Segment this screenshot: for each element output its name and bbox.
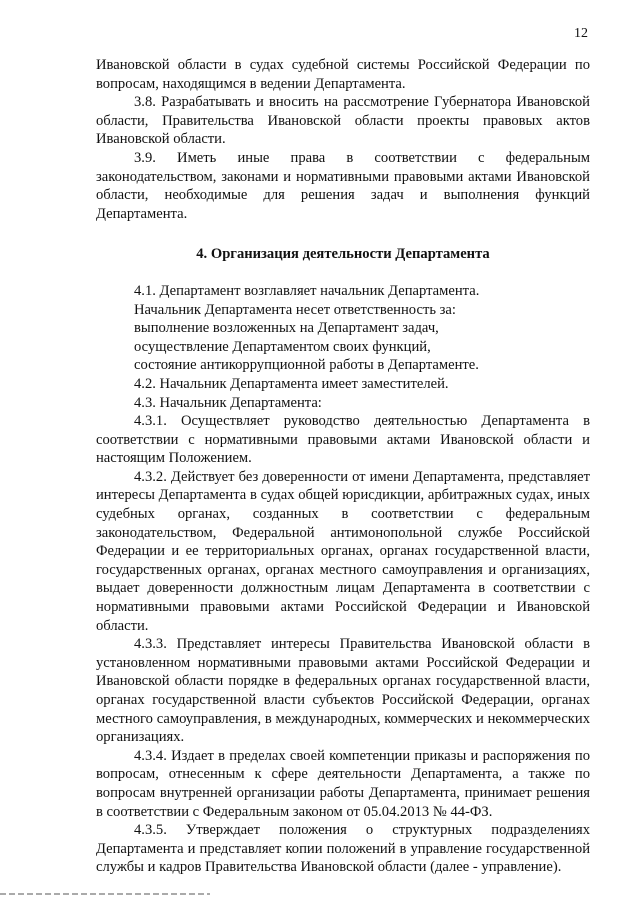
- list-line-functions: осуществление Департаментом своих функций,: [134, 338, 431, 355]
- list-line-tasks: выполнение возложенных на Департамент задач,: [134, 320, 439, 337]
- paragraph-3-8: 3.8. Разрабатывать и вносить на рассмотрение Губернатора Ивановской области, Правительства Ивановской области проекты правовых актов Ивановской области.: [96, 94, 590, 148]
- document-body: [96, 56, 590, 877]
- paragraph-4-3-1: 4.3.1. Осуществляет руководство деятельностью Департамента в соответствии с нормативными правовыми актами Ивановской области и настоящим Положением.: [96, 413, 590, 467]
- list-line-responsibility: Начальник Департамента несет ответственность за:: [134, 301, 456, 318]
- paragraph-4-3-2: 4.3.2. Действует без доверенности от имени Департамента, представляет интересы Департамента в судах общей юрисдикции, арбитражных судах, иных судебных органах, созданных в соответствии с федеральным законодательством, Федеральной антимонопольной службе Российской Федерации и ее территориальных органах, органах государственной власти, государственных органах, органах местного самоуправления и организациях, выдает доверенности должностным лицам Департамента в соответствии с нормативными правовыми актами Российской Федерации и Ивановской области.: [96, 468, 590, 634]
- list-line-anticorruption: состояние антикоррупционной работы в Департаменте.: [134, 357, 479, 374]
- section-heading: 4. Организация деятельности Департамента: [196, 246, 490, 263]
- scan-artifact: [0, 893, 210, 895]
- paragraph-continuation: Ивановской области в судах судебной системы Российской Федерации по вопросам, находящимся в ведении Департамента.: [96, 57, 590, 92]
- list-line-4-1: 4.1. Департамент возглавляет начальник Департамента.: [134, 282, 480, 299]
- paragraph-4-3-3: 4.3.3. Представляет интересы Правительства Ивановской области в установленном нормативными правовыми актами Российской Федерации и Ивановской области порядке в федеральных органах государственной власти, органах государственной власти субъектов Российской Федерации, органах местного самоуправления, в международных, коммерческих и некоммерческих организациях.: [96, 636, 590, 746]
- paragraph-4-3-5: 4.3.5. Утверждает положения о структурных подразделениях Департамента и представляет копии положений в управление государственной службы и кадров Правительства Ивановской области (далее - управление).: [96, 822, 590, 876]
- list-line-4-3: 4.3. Начальник Департамента:: [134, 394, 322, 411]
- paragraph-3-9: 3.9. Иметь иные права в соответствии с федеральным законодательством, законами и нормативными правовыми актами Ивановской области, необходимые для решения задач и выполнения функций Департамента.: [96, 149, 590, 222]
- list-line-4-2: 4.2. Начальник Департамента имеет заместителей.: [134, 375, 449, 392]
- paragraph-4-3-4: 4.3.4. Издает в пределах своей компетенции приказы и распоряжения по вопросам, отнесенным к сфере деятельности Департамента, а также по вопросам внутренней организации работы Департамента, принимает решения в соответствии с Федеральным законом от 05.04.2013 № 44-ФЗ.: [96, 747, 590, 820]
- page-number: 12: [574, 26, 588, 41]
